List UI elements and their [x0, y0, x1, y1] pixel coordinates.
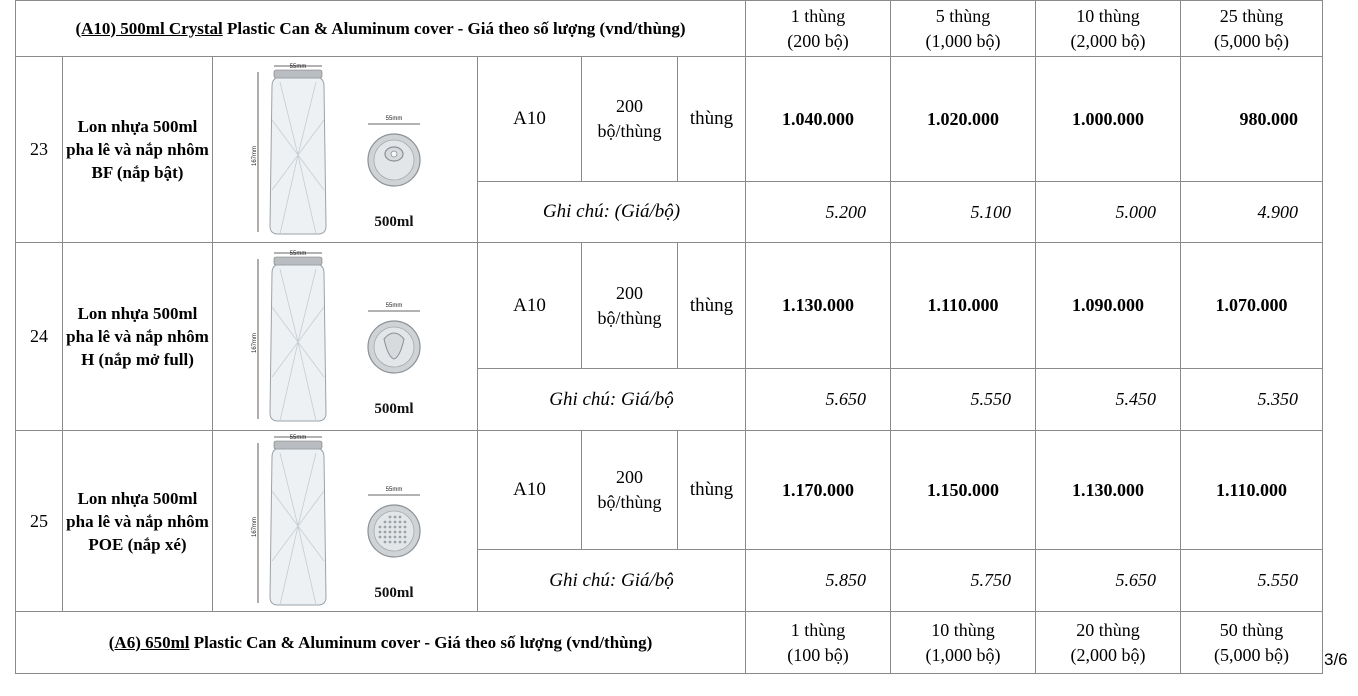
volume-label: 500ml: [374, 213, 414, 230]
tier-header: 20 thùng (2,000 bộ): [1036, 612, 1181, 674]
product-image: [213, 243, 478, 431]
price-tier-2: 1.020.000: [891, 57, 1036, 182]
width-dimension-label: 55mm: [289, 63, 307, 70]
pack-spec: 200 bộ/thùng: [582, 431, 678, 550]
section-code-a6: (A6) 650ml: [108, 632, 190, 652]
pack-spec: 200 bộ/thùng: [582, 243, 678, 369]
unit-price: 5.650: [746, 369, 891, 431]
unit-price: 5.550: [891, 369, 1036, 431]
width-dimension-label: 55mm: [289, 250, 307, 257]
bottle-lid: [274, 70, 322, 78]
unit-price: 5.550: [1181, 550, 1323, 612]
unit: thùng: [678, 431, 746, 550]
product-row: [16, 243, 1323, 369]
price-note: Ghi chú: Giá/bộ: [478, 550, 746, 612]
height-dimension-label: 167mm: [252, 516, 258, 538]
section-title-a6: (A6) 650ml Plastic Can & Aluminum cover - Giá theo số lượng (vnd/thùng): [16, 612, 746, 674]
product-number: 25: [16, 431, 63, 612]
product-code: A10: [478, 243, 582, 369]
price-tier-2: 1.150.000: [891, 431, 1036, 550]
price-note: Ghi chú: Giá/bộ: [478, 369, 746, 431]
product-illustration: [250, 60, 440, 240]
tier-header: 25 thùng (5,000 bộ): [1181, 1, 1323, 57]
product-name: Lon nhựa 500ml pha lê và nắp nhôm POE (nắp xé): [63, 431, 213, 612]
unit-price: 5.350: [1181, 369, 1323, 431]
unit: thùng: [678, 57, 746, 182]
price-tier-4: 1.110.000: [1181, 431, 1323, 550]
height-dimension-label: 167mm: [252, 145, 258, 166]
product-code: A10: [478, 57, 582, 182]
product-number: 23: [16, 57, 63, 243]
price-tier-3: 1.090.000: [1036, 243, 1181, 369]
product-name: Lon nhựa 500ml pha lê và nắp nhôm BF (nắp bật): [63, 57, 213, 243]
volume-label: 500ml: [374, 585, 414, 601]
unit-price: 5.200: [746, 182, 891, 243]
unit-price: 4.900: [1181, 182, 1323, 243]
product-illustration: [250, 247, 440, 427]
product-number: 24: [16, 243, 63, 431]
volume-label: 500ml: [374, 400, 414, 417]
price-note: Ghi chú: (Giá/bộ): [478, 182, 746, 243]
price-tier-4: 1.070.000: [1181, 243, 1323, 369]
price-tier-1: 1.040.000: [746, 57, 891, 182]
cap-dimension-label: 55mm: [385, 487, 403, 493]
unit-price: 5.750: [891, 550, 1036, 612]
unit: thùng: [678, 243, 746, 369]
tier-header: 5 thùng (1,000 bộ): [891, 1, 1036, 57]
price-tier-1: 1.170.000: [746, 431, 891, 550]
section-code-a10: (A10) 500ml Crystal: [75, 18, 223, 38]
product-image: [213, 431, 478, 612]
tier-header: 10 thùng (2,000 bộ): [1036, 1, 1181, 57]
unit-price: 5.850: [746, 550, 891, 612]
product-code: A10: [478, 431, 582, 550]
bottle-lid: [274, 441, 322, 449]
price-table: [15, 0, 1323, 674]
unit-price: 5.100: [891, 182, 1036, 243]
pull-tab-hole: [391, 151, 397, 157]
product-row: [16, 57, 1323, 182]
width-dimension-label: 55mm: [289, 435, 307, 441]
product-name: Lon nhựa 500ml pha lê và nắp nhôm H (nắp mở full): [63, 243, 213, 431]
price-tier-3: 1.000.000: [1036, 57, 1181, 182]
bottle-lid: [274, 257, 322, 265]
price-tier-3: 1.130.000: [1036, 431, 1181, 550]
product-row: [16, 431, 1323, 550]
product-illustration: [250, 431, 440, 611]
section-title-a10: (A10) 500ml Crystal Plastic Can & Aluminum cover - Giá theo số lượng (vnd/thùng): [16, 1, 746, 57]
unit-price: 5.000: [1036, 182, 1181, 243]
height-dimension-label: 167mm: [252, 332, 258, 353]
section-header-a6: [16, 612, 1323, 674]
unit-price: 5.450: [1036, 369, 1181, 431]
cap-dimension-label: 55mm: [385, 115, 403, 122]
price-tier-1: 1.130.000: [746, 243, 891, 369]
unit-price: 5.650: [1036, 550, 1181, 612]
tier-header: 50 thùng (5,000 bộ): [1181, 612, 1323, 674]
section-header-a10: [16, 1, 1323, 57]
page-number: 3/6: [1324, 650, 1348, 669]
cap-dimension-label: 55mm: [385, 302, 403, 309]
price-tier-4: 980.000: [1181, 57, 1323, 182]
product-image: [213, 57, 478, 243]
tier-header: 1 thùng (200 bộ): [746, 1, 891, 57]
tier-header: 1 thùng (100 bộ): [746, 612, 891, 674]
tier-header: 10 thùng (1,000 bộ): [891, 612, 1036, 674]
price-tier-2: 1.110.000: [891, 243, 1036, 369]
pack-spec: 200 bộ/thùng: [582, 57, 678, 182]
